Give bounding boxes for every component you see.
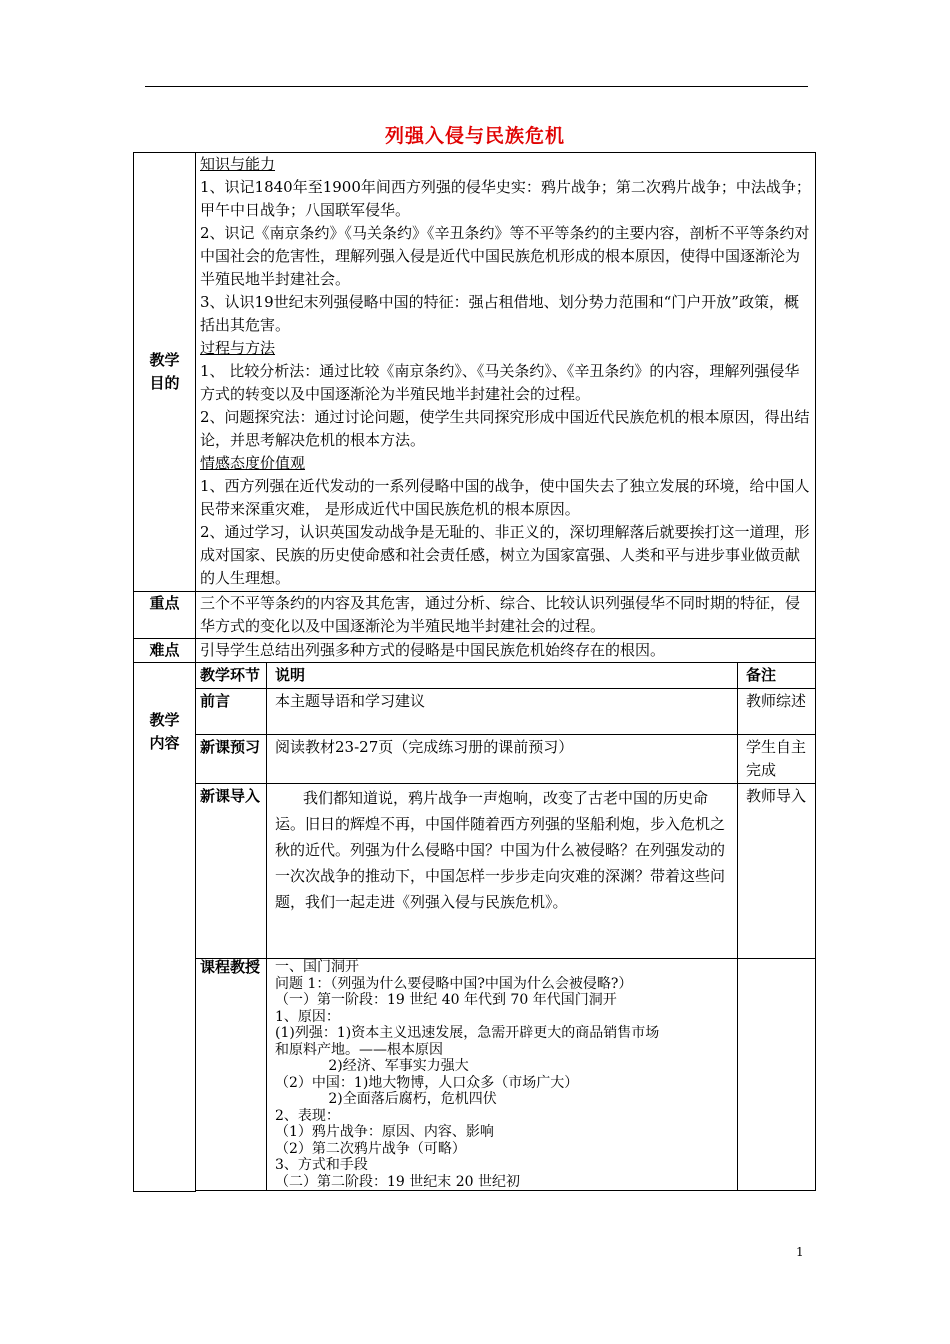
- note-cell: 教师导入: [738, 784, 816, 959]
- objective-item: 3、认识19世纪末列强侵略中国的特征：强占租借地、划分势力范围和“门户开放”政策，概括出其危害。: [200, 293, 799, 334]
- teaching-line: （2）第二次鸦片战争（可略）: [275, 1140, 466, 1157]
- content-row: [134, 735, 816, 784]
- step-cell: 新课预习: [196, 735, 267, 784]
- teaching-line: （二）第二阶段：19 世纪末 20 世纪初: [275, 1173, 520, 1190]
- header-desc: 说明: [267, 663, 738, 689]
- difficulty-row: [134, 639, 816, 663]
- teaching-line: 3、方式和手段: [275, 1157, 368, 1173]
- objectives-content: [196, 153, 816, 592]
- step-cell: 课程教授: [196, 959, 267, 1191]
- objective-item: 2、识记《南京条约》《马关条约》《辛丑条约》等不平等条约的主要内容，剖析不平等条约对中国社会的危害性，理解列强入侵是近代中国民族危机形成的根本原因，使得中国逐渐沦为半殖民地半封建社会。: [200, 224, 810, 288]
- difficulty-text: 引导学生总结出列强多种方式的侵略是中国民族危机始终存在的根因。: [196, 639, 816, 663]
- header-note: 备注: [738, 663, 816, 689]
- step-cell: 新课导入: [196, 784, 267, 959]
- section-heading: 情感态度价值观: [200, 454, 306, 472]
- teaching-notes: [267, 959, 738, 1191]
- objective-item: 1、 比较分析法：通过比较《南京条约》、《马关条约》、《辛丑条约》的内容，理解列强侵华方式的转变以及中国逐渐沦为半殖民地半封建社会的过程。: [200, 362, 800, 403]
- teaching-line: (1)列强：1)资本主义迅速发展，急需开辟更大的商品销售市场: [275, 1025, 660, 1041]
- content-row: [134, 784, 816, 959]
- desc-cell: 本主题导语和学习建议: [267, 689, 738, 735]
- key-point-label: 重点: [134, 592, 196, 639]
- header-step: 教学环节: [196, 663, 267, 689]
- objective-item: 2、问题探究法：通过讨论问题，使学生共同探究形成中国近代民族危机的根本原因，得出结论，并思考解决危机的根本方法。: [200, 408, 810, 449]
- difficulty-label: 难点: [134, 639, 196, 663]
- note-cell: 教师综述: [738, 689, 816, 735]
- note-cell: [738, 959, 816, 1191]
- teaching-line: 2)经济、军事实力强大: [275, 1058, 469, 1074]
- section-heading: 知识与能力: [200, 155, 276, 173]
- objective-item: 1、识记1840年至1900年间西方列强的侵华史实：鸦片战争；第二次鸦片战争；中法战争；甲午中日战争；八国联军侵华。: [200, 178, 811, 219]
- teaching-line: （2）中国：1)地大物博，人口众多（市场广大）: [275, 1074, 579, 1091]
- objective-item: 1、西方列强在近代发动的一系列侵略中国的战争，使中国失去了独立发展的环境，给中国人民带来深重灾难， 是形成近代中国民族危机的根本原因。: [200, 477, 810, 518]
- step-cell: 前言: [196, 689, 267, 735]
- desc-cell: 我们都知道说，鸦片战争一声炮响，改变了古老中国的历史命运。旧日的辉煌不再，中国伴随着西方列强的坚船利炮，步入危机之秋的近代。列强为什么侵略中国？中国为什么被侵略？在列强发动的一次次战争的推动下，中国怎样一步步走向灾难的深渊？带着这些问题，我们一起走进《列强入侵与民族危机》。: [267, 784, 738, 959]
- objectives-label: 教学目的: [134, 153, 196, 592]
- page-number: 1: [796, 1245, 804, 1259]
- spacer-row: [134, 1191, 816, 1192]
- teaching-line: （一）第一阶段：19 世纪 40 年代到 70 年代国门洞开: [275, 992, 617, 1008]
- teaching-line: 问题 1：（列强为什么要侵略中国?中国为什么会被侵略?）: [275, 975, 633, 992]
- teaching-line: 2、表现：: [275, 1107, 340, 1124]
- note-cell: 学生自主完成: [738, 735, 816, 784]
- spacer-cell: [196, 1191, 816, 1192]
- objectives-row: [134, 153, 816, 592]
- key-point-text: 三个不平等条约的内容及其危害，通过分析、综合、比较认识列强侵华不同时期的特征，侵华方式的变化以及中国逐渐沦为半殖民地半封建社会的过程。: [196, 592, 816, 639]
- key-point-row: [134, 592, 816, 639]
- teaching-line: 和原料产地。——根本原因: [275, 1041, 443, 1058]
- lesson-plan-table: [133, 152, 816, 1192]
- content-row: [134, 689, 816, 735]
- teaching-line: 1、原因：: [275, 1008, 340, 1025]
- section-heading: 过程与方法: [200, 339, 276, 357]
- content-label: 教学内容: [134, 663, 196, 1192]
- content-header-row: [134, 663, 816, 689]
- teaching-line: 一、国门洞开: [275, 959, 359, 975]
- header-rule: [145, 86, 808, 87]
- desc-cell: 阅读教材23-27页（完成练习册的课前预习）: [267, 735, 738, 784]
- teaching-row: [134, 959, 816, 1191]
- objective-item: 2、通过学习，认识英国发动战争是无耻的、非正义的，深切理解落后就要挨打这一道理，形成对国家、民族的历史使命感和社会责任感，树立为国家富强、人类和平与进步事业做贡献的人生理想。: [200, 523, 810, 587]
- teaching-line: 2)全面落后腐朽，危机四伏: [275, 1091, 497, 1107]
- teaching-line: （1）鸦片战争：原因、内容、影响: [275, 1124, 494, 1140]
- page-title: 列强入侵与民族危机: [384, 125, 565, 147]
